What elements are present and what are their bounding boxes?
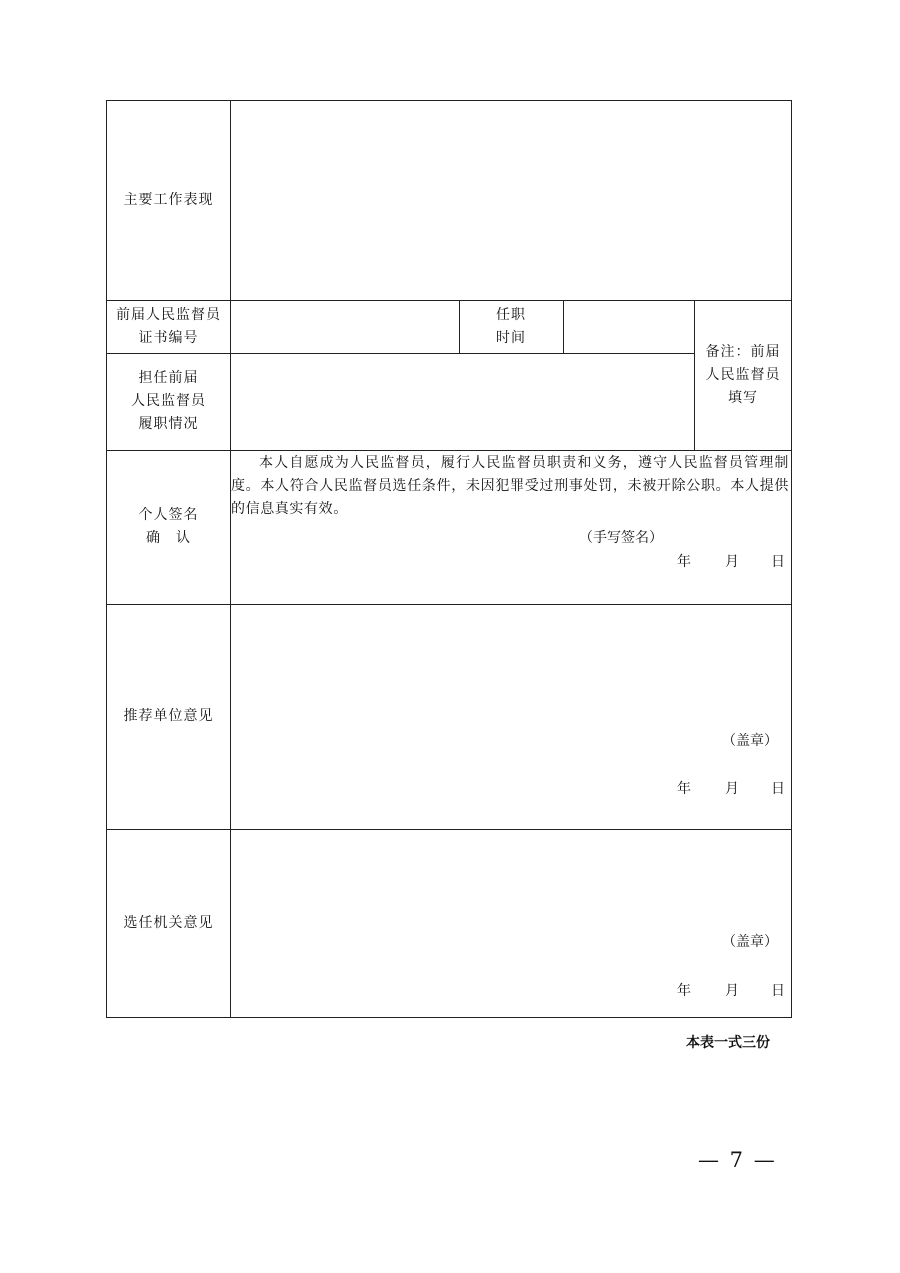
duty-label: 担任前届 人民监督员 履职情况 (131, 370, 206, 432)
main-work-field[interactable] (231, 101, 791, 300)
tenure-field[interactable] (564, 301, 694, 353)
select-seal-note: （盖章） (722, 934, 778, 950)
recommend-seal-note: （盖章） (722, 733, 778, 749)
handwrite-note: （手写签名） (579, 530, 663, 546)
duty-field[interactable] (231, 354, 694, 450)
remark-label: 备注：前届 人民监督员 填写 (705, 343, 781, 406)
copies-note: 本表一式三份 (686, 1035, 770, 1051)
prev-cert-number-field[interactable] (231, 301, 459, 353)
main-work-label: 主要工作表现 (123, 192, 214, 208)
page-number: — 7 — (698, 1148, 777, 1172)
tenure-label: 任职 时间 (496, 306, 526, 346)
select-label: 选任机关意见 (123, 914, 214, 931)
declaration-text: 本人自愿成为人民监督员，履行人民监督员职责和义务，遵守人民监督员管理制度。本人符合人民监督员选任条件，未因犯罪受过刑事处罚，未被开除公职。本人提供的信息真实有效。 (231, 455, 789, 517)
recommend-label: 推荐单位意见 (123, 708, 214, 724)
application-form-table: 主要工作表现 前届人民监督员 证书编号 任职 时间 担任前届 人民监督员 履职情况 备注：前届 人民监督员 填写 个人签名 确 认 推荐单位意见 选任机关意见 本人自愿成为人民监督员，履行人民监督员职责和义务，遵守人民监督员管理制度。本人符合人民监督员选任条件，未因犯罪受过刑事处罚，未被开除公职。本人提供的信息真实有效。 （手写签名） 年 月 日 （盖章） 年 月 日 （盖章） 年 月 日 (106, 100, 792, 1018)
signature-label: 个人签名 确 认 (138, 507, 199, 546)
prev-cert-label: 前届人民监督员 证书编号 (116, 306, 221, 346)
